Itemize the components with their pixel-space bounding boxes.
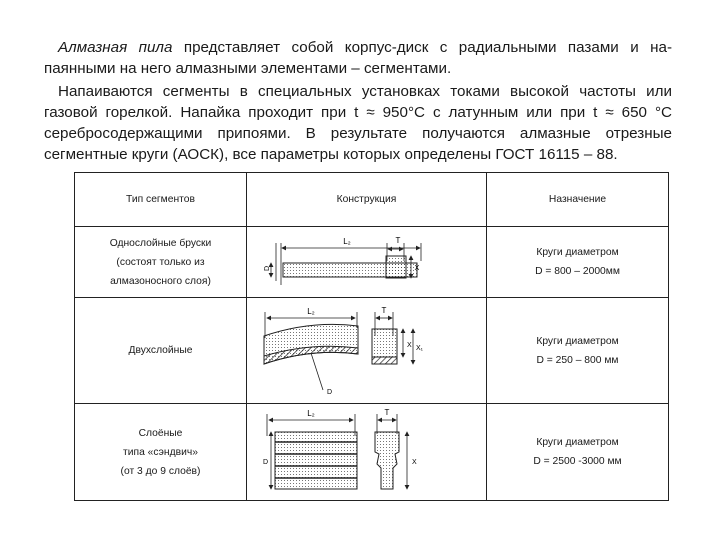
header-purpose: Назначение — [487, 173, 669, 227]
length-label: L₂ — [343, 237, 351, 246]
purpose-line: D = 800 – 2000мм — [535, 266, 620, 277]
segment-type-line: алмазоносного слоя) — [110, 275, 211, 287]
height-label: X — [414, 265, 420, 272]
thickness-label: T — [395, 236, 401, 245]
segment-type-line: (от 3 до 9 слоёв) — [120, 465, 201, 477]
diameter-label: D — [327, 389, 333, 396]
diameter-label: D — [263, 459, 269, 466]
purpose-line: Круги диаметром — [536, 437, 619, 448]
construction-cell — [247, 298, 487, 404]
table-header-row — [75, 173, 669, 227]
segment-type-line: (состоят только из — [116, 256, 205, 268]
single-layer-segment-drawing — [247, 227, 487, 297]
construction-cell — [247, 404, 487, 501]
thickness-label: T — [381, 306, 387, 315]
segment-type-line: Слоёные — [138, 427, 183, 439]
segment-type-line: Однослойные бруски — [109, 237, 212, 249]
purpose-line: D = 250 – 800 мм — [536, 354, 619, 366]
purpose-cell — [487, 227, 669, 298]
purpose-line: Круги диаметром — [536, 335, 619, 347]
total-height-label: X₁ — [416, 345, 424, 352]
purpose-cell — [487, 298, 669, 404]
header-segment-type: Тип сегментов — [75, 173, 247, 227]
segment-type-line: типа «сэндвич» — [123, 446, 198, 458]
segment-type-cell — [75, 227, 247, 298]
sandwich-segment-drawing — [247, 404, 487, 500]
brazing-paragraph — [44, 81, 672, 165]
table-row — [75, 227, 669, 298]
table-row — [75, 404, 669, 501]
intro-term: Алмазная пила — [58, 39, 173, 56]
length-label: L₂ — [307, 307, 315, 316]
table-row — [75, 298, 669, 404]
intro-paragraph — [44, 37, 672, 79]
segment-type-cell — [75, 404, 247, 501]
segment-type-line: Двухслойные — [128, 345, 193, 356]
segments-table — [74, 172, 669, 501]
segment-type-cell — [75, 298, 247, 404]
two-layer-segment-drawing — [247, 298, 487, 403]
construction-cell — [247, 227, 487, 298]
brazing-text: Напаиваются сегменты в специальных установках токами высокой частоты или газовой горелкой. Напайка проходит при t ≈ 950°С с латунным или при t ≈ 650 °С серебросодержащими припоями. В результате получаются алмазные отрезные сегментные круги (АОСК), все параметры которых определены ГОСТ 16115 – 88. — [44, 83, 672, 163]
purpose-cell — [487, 404, 669, 501]
purpose-line: D = 2500 -3000 мм — [533, 456, 622, 467]
intro-text: представляет собой корпус-диск с радиальными пазами и на-паянными на него алмазными элементами – сегментами. — [44, 39, 673, 77]
purpose-line: Круги диаметром — [536, 247, 619, 258]
diameter-label: D — [264, 265, 271, 271]
height-label: X — [412, 459, 417, 466]
length-label: L₂ — [307, 409, 315, 418]
header-construction: Конструкция — [247, 173, 487, 227]
height-label: X — [407, 342, 412, 349]
thickness-label: T — [384, 408, 390, 417]
